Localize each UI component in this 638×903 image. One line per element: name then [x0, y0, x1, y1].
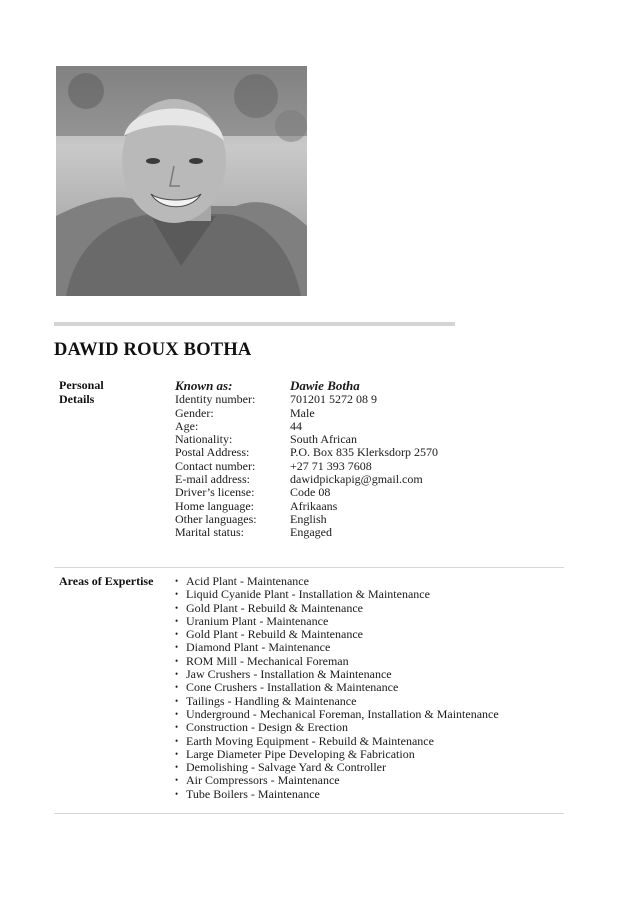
detail-row — [175, 513, 438, 526]
known-as-row — [175, 379, 438, 392]
candidate-name: DAWID ROUX BOTHA — [54, 340, 252, 360]
list-item: • Uranium Plant - Maintenance — [175, 615, 499, 628]
list-item: • Jaw Crushers - Installation & Maintenance — [175, 668, 499, 681]
detail-label: Age: — [175, 418, 199, 433]
list-item: • Tailings - Handling & Maintenance — [175, 695, 499, 708]
personal-details — [175, 379, 438, 540]
detail-label: Marital status: — [175, 525, 244, 540]
detail-label: Identity number: — [175, 392, 256, 407]
detail-value: Engaged — [290, 525, 332, 540]
detail-value: 701201 5272 08 9 — [290, 392, 377, 407]
detail-label: Driver’s license: — [175, 485, 255, 500]
detail-label: Home language: — [175, 498, 254, 513]
list-item: • Acid Plant - Maintenance — [175, 575, 499, 588]
detail-row — [175, 420, 438, 433]
list-item: • Earth Moving Equipment - Rebuild & Maintenance — [175, 735, 499, 748]
list-item: • ROM Mill - Mechanical Foreman — [175, 655, 499, 668]
detail-row — [175, 473, 438, 486]
list-item: • Gold Plant - Rebuild & Maintenance — [175, 628, 499, 641]
detail-row — [175, 500, 438, 513]
detail-row — [175, 433, 438, 446]
detail-value: Male — [290, 405, 315, 420]
detail-row — [175, 526, 438, 539]
detail-value: Code 08 — [290, 485, 331, 500]
detail-label: Gender: — [175, 405, 214, 420]
detail-value: +27 71 393 7608 — [290, 458, 372, 473]
detail-row — [175, 393, 438, 406]
detail-label: Contact number: — [175, 458, 256, 473]
list-item: • Large Diameter Pipe Developing & Fabrication — [175, 748, 499, 761]
detail-value: Afrikaans — [290, 498, 338, 513]
detail-row — [175, 460, 438, 473]
list-item: • Gold Plant - Rebuild & Maintenance — [175, 602, 499, 615]
list-item: • Liquid Cyanide Plant - Installation & Maintenance — [175, 588, 499, 601]
list-item: • Underground - Mechanical Foreman, Installation & Maintenance — [175, 708, 499, 721]
detail-value: dawidpickapig@gmail.com — [290, 472, 423, 487]
areas-of-expertise-label: Areas of Expertise — [59, 574, 154, 588]
known-as-label: Known as: — [175, 378, 233, 393]
list-item: • Construction - Design & Erection — [175, 721, 499, 734]
detail-value: English — [290, 511, 327, 526]
personal-details-label-line2: Details — [59, 391, 95, 406]
detail-row — [175, 446, 438, 459]
detail-value: P.O. Box 835 Klerksdorp 2570 — [290, 445, 439, 460]
profile-photo — [56, 66, 307, 296]
list-item: • Air Compressors - Maintenance — [175, 774, 499, 787]
personal-details-label — [59, 379, 104, 406]
detail-label: Nationality: — [175, 432, 233, 447]
expertise-list — [175, 575, 499, 801]
detail-label: E-mail address: — [175, 472, 250, 487]
detail-label: Postal Address: — [175, 445, 250, 460]
section-divider — [54, 567, 564, 568]
list-item: • Demolishing - Salvage Yard & Controller — [175, 761, 499, 774]
header-divider — [54, 322, 455, 326]
personal-details-label-line1: Personal — [59, 378, 104, 392]
detail-row — [175, 407, 438, 420]
list-item: • Diamond Plant - Maintenance — [175, 641, 499, 654]
known-as-value: Dawie Botha — [290, 378, 360, 393]
footer-divider — [54, 813, 564, 814]
detail-label: Other languages: — [175, 511, 257, 526]
list-item: • Cone Crushers - Installation & Maintenance — [175, 681, 499, 694]
detail-value: 44 — [290, 418, 302, 433]
list-item: • Tube Boilers - Maintenance — [175, 788, 499, 801]
detail-row — [175, 486, 438, 499]
detail-value: South African — [290, 432, 357, 447]
